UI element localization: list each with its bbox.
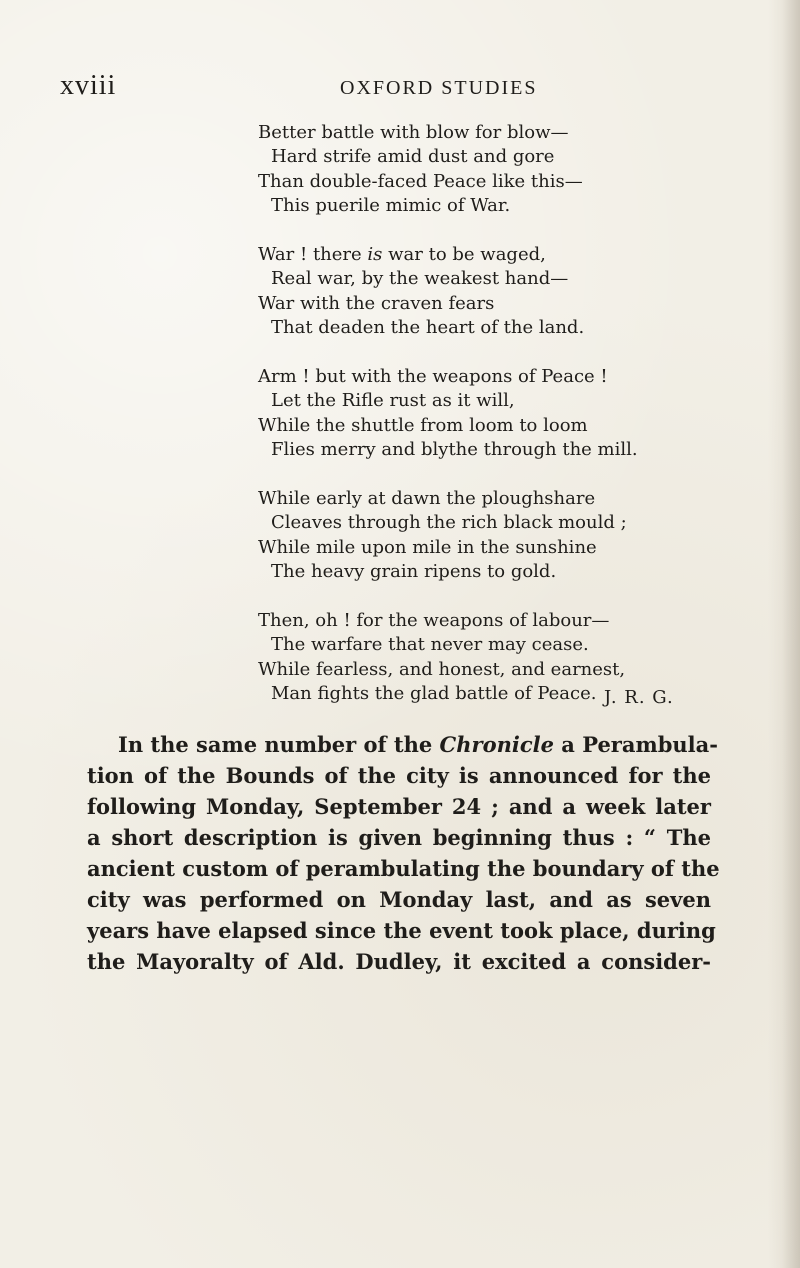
running-head: OXFORD STUDIES	[340, 77, 538, 99]
prose-italic-title: Chronicle	[439, 732, 554, 757]
poem-line: Man fights the glad battle of Peace.	[271, 683, 597, 704]
poem-line: This puerile mimic of War.	[271, 195, 511, 216]
poem-line: Than double-faced Peace like this—	[258, 171, 583, 192]
poem-signature: J. R. G.	[604, 687, 674, 708]
poem-line: Flies merry and blythe through the mill.	[271, 439, 638, 460]
page-number: xviii	[60, 70, 117, 101]
prose-line	[118, 732, 718, 757]
page-header	[60, 70, 760, 106]
prose-line: years have elapsed since the event took place, during	[87, 918, 716, 943]
poem-line: Better battle with blow for blow—	[258, 122, 569, 143]
poem-line: Real war, by the weakest hand—	[271, 268, 569, 289]
poem-line: While the shuttle from loom to loom	[258, 415, 588, 436]
poem-emphasis: is	[367, 244, 383, 265]
prose-line: ancient custom of perambulating the boundary of the	[87, 856, 720, 881]
poem-line-part: War ! there	[258, 244, 368, 265]
poem-line-part: war to be waged,	[382, 244, 546, 265]
prose-line: tion of the Bounds of the city is announced for the	[87, 763, 711, 788]
poem-line: While mile upon mile in the sunshine	[258, 537, 597, 558]
poem-line: War with the craven fears	[258, 293, 495, 314]
prose-line: a short description is given beginning thus : “ The	[87, 825, 711, 850]
poem-line: Then, oh ! for the weapons of labour—	[258, 610, 610, 631]
poem-line: The warfare that never may cease.	[271, 634, 589, 655]
prose-line-part: a Perambula-	[553, 732, 718, 757]
poem-line: The heavy grain ripens to gold.	[271, 561, 557, 582]
prose-line-part: In the same number of the	[118, 732, 440, 757]
prose-line: the Mayoralty of Ald. Dudley, it excited a consider-	[87, 949, 711, 974]
prose-line: following Monday, September 24 ; and a week later	[87, 794, 711, 819]
poem-line	[258, 246, 546, 264]
poem-line: That deaden the heart of the land.	[271, 317, 585, 338]
poem-line: While early at dawn the ploughshare	[258, 488, 596, 509]
poem-line: Arm ! but with the weapons of Peace !	[258, 366, 608, 387]
poem-line: Hard strife amid dust and gore	[271, 146, 555, 167]
poem-line: Let the Rifle rust as it will,	[271, 390, 515, 411]
prose-line: city was performed on Monday last, and as seven	[87, 887, 711, 912]
page-edge-shadow	[782, 0, 800, 1268]
poem-line: Cleaves through the rich black mould ;	[271, 512, 627, 533]
poem-line: While fearless, and honest, and earnest,	[258, 659, 626, 680]
